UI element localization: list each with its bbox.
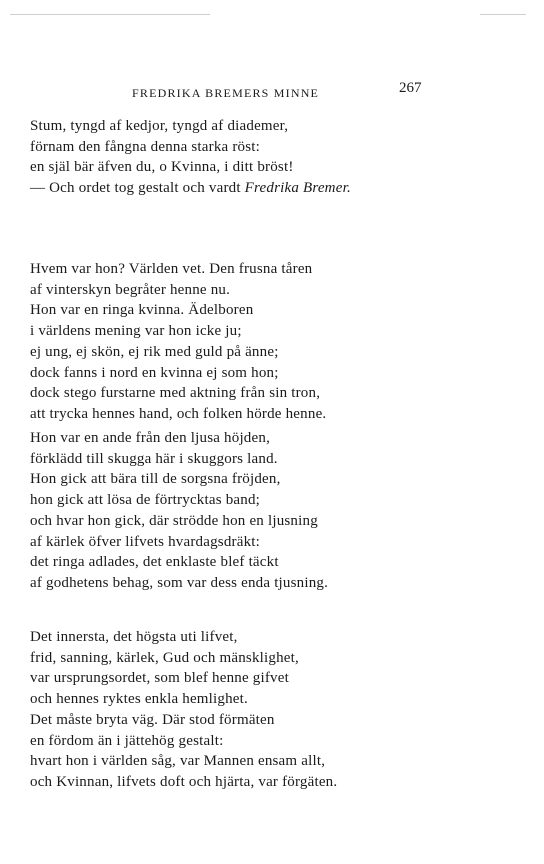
poem-line: det ringa adlades, det enklaste blef täckt: [30, 554, 279, 571]
poem-line: att trycka hennes hand, och folken hörde henne.: [30, 405, 327, 422]
poem-line: af godhetens behag, som var dess enda tjusning.: [30, 574, 329, 591]
poem-line-text: — Och ordet tog gestalt och vardt: [30, 180, 245, 197]
running-header-title: FREDRIKA BREMERS MINNE: [132, 86, 320, 100]
poem-line: [30, 178, 351, 199]
poem-line: hvart hon i världen såg, var Mannen ensam allt,: [30, 753, 326, 770]
scan-edge-mark-left: [10, 14, 210, 15]
poem-line: och hvar hon gick, där strödde hon en ljusning: [30, 512, 318, 529]
poem-line: hon gick att lösa de förtrycktas band;: [30, 492, 261, 509]
poem-line: i världens mening var hon icke ju;: [30, 323, 242, 340]
poem-line: dock stego furstarne med aktning från sin tron,: [30, 385, 321, 402]
stanza-1: [30, 116, 351, 199]
poem-line: frid, sanning, kärlek, Gud och mänsklighet,: [30, 649, 299, 666]
poem-line: förnam den fångna denna starka röst:: [30, 138, 261, 155]
scan-edge-mark-right: [480, 14, 526, 15]
poem-line: och hennes ryktes enkla hemlighet.: [30, 691, 248, 708]
poem-line: dock fanns i nord en kvinna ej som hon;: [30, 364, 279, 381]
poem-line: var ursprungsordet, som blef henne gifvet: [30, 670, 289, 687]
poem-line: Hvem var hon? Världen vet. Den frusna tåren: [30, 261, 313, 277]
poem-line: ej ung, ej skön, ej rik med guld på änne;: [30, 343, 279, 360]
poem-line: Det innersta, det högsta uti lifvet,: [30, 629, 238, 645]
poem-line: Hon var en ringa kvinna. Ädelboren: [30, 302, 254, 319]
poem-line: Det måste bryta väg. Där stod förmäten: [30, 711, 275, 728]
poem-line: Stum, tyngd af kedjor, tyngd af diademer,: [30, 118, 289, 134]
poem-line: Hon var en ande från den ljusa höjden,: [30, 430, 271, 446]
page-number: 267: [399, 80, 422, 96]
stanza-3: [30, 428, 328, 594]
signature-name: Fredrika Bremer.: [244, 180, 351, 197]
poem-line: en själ bär äfven du, o Kvinna, i ditt bröst!: [30, 159, 294, 176]
poem-line: en fördom än i jättehög gestalt:: [30, 732, 224, 749]
poem-line: Hon gick att bära till de sorgsna fröjden,: [30, 471, 281, 488]
poem-line: af kärlek öfver lifvets hvardagsdräkt:: [30, 533, 261, 550]
poem-line: förklädd till skugga här i skuggors land.: [30, 450, 278, 467]
stanza-2: [30, 259, 326, 425]
poem-line: af vinterskyn begråter henne nu.: [30, 281, 231, 298]
stanza-4: [30, 627, 337, 793]
poem-line: och Kvinnan, lifvets doft och hjärta, var förgäten.: [30, 773, 338, 790]
